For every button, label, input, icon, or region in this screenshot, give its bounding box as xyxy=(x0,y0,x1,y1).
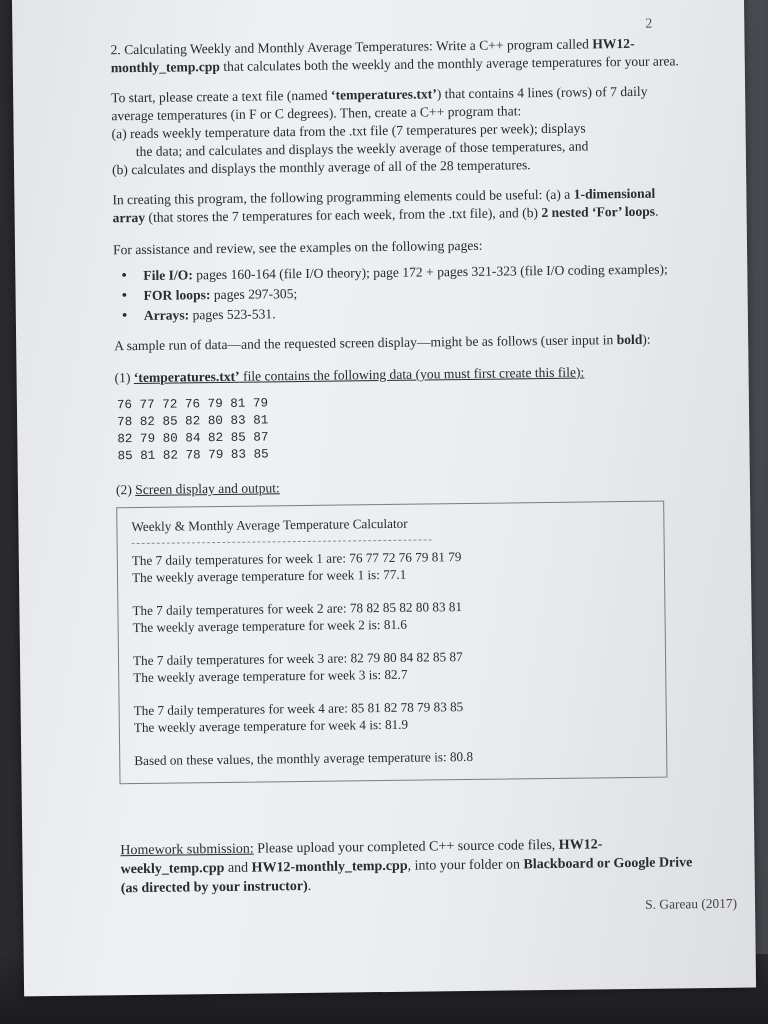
step-1-filename: ‘temperatures.txt’ xyxy=(133,368,240,386)
dashed-separator xyxy=(132,539,432,544)
submission-note xyxy=(120,834,701,898)
submission-text-3: , into your folder on xyxy=(407,857,524,874)
week-block xyxy=(133,646,653,686)
week-average: The weekly average temperature for week 2 is: 81.6 xyxy=(132,616,407,636)
section-title-suffix: that calculates both the weekly and the monthly average temperatures for your area. xyxy=(223,53,679,74)
section-title-prefix: 2. Calculating Weekly and Monthly Average Temperatures: Write a C++ program called xyxy=(110,36,589,58)
elements-text-1: In creating this program, the following programming elements could be useful: (a) a xyxy=(112,186,574,208)
assist-list xyxy=(113,260,684,325)
intro-text-2: ) that contains 4 lines (rows) of 7 daily average temperatures (in F or C degrees). Then, create a C++ program that: xyxy=(111,83,648,124)
step-1-number: (1) xyxy=(114,370,134,386)
assist-intro: For assistance and review, see the examples on the following pages: xyxy=(112,237,483,258)
data-row: 76 77 72 76 79 81 79 xyxy=(116,396,269,413)
submission-label: Homework submission: xyxy=(120,841,254,859)
list-item-label: File I/O: xyxy=(143,267,193,283)
elements-paragraph xyxy=(112,184,682,227)
week-block xyxy=(134,696,654,736)
sample-intro xyxy=(114,330,684,355)
data-row: 82 79 80 84 82 85 87 xyxy=(117,430,269,447)
step-1-heading xyxy=(114,362,684,387)
list-item-text: pages 523-531. xyxy=(189,306,276,323)
step-2-text: Screen display and output: xyxy=(135,480,280,498)
sample-intro-bold: bold xyxy=(616,331,643,348)
week-block xyxy=(132,546,652,586)
author-credit: S. Gareau (2017) xyxy=(645,895,738,912)
list-item-label: Arrays: xyxy=(143,307,190,323)
week-temps: The 7 daily temperatures for week 3 are: 82 79 80 84 82 85 87 xyxy=(132,649,463,669)
elements-text-3: . xyxy=(654,203,659,219)
data-row: 85 81 82 78 79 83 85 xyxy=(117,447,269,464)
section-title xyxy=(110,34,680,77)
intro-text-1: To start, please create a text file (named xyxy=(111,87,332,106)
elements-bold-2: 2 nested ‘For’ loops xyxy=(541,203,656,221)
week-temps: The 7 daily temperatures for week 1 are: 76 77 72 76 79 81 79 xyxy=(131,549,462,569)
page-number: 2 xyxy=(645,16,653,32)
list-item-label: FOR loops: xyxy=(143,287,211,303)
temperature-data xyxy=(117,390,686,465)
data-row: 78 82 85 82 80 83 81 xyxy=(117,413,269,430)
step-2-number: (2) xyxy=(115,482,136,498)
step-2-heading xyxy=(116,474,686,499)
intro-item-a-cont: the data; and calculates and displays the weekly average of those temperatures, and xyxy=(135,138,589,160)
monthly-average: Based on these values, the monthly average temperature is: 80.8 xyxy=(134,748,474,769)
week-average: The weekly average temperature for week 3 is: 82.7 xyxy=(133,666,408,686)
submission-file-2: HW12-monthly_temp.cpp xyxy=(251,858,408,876)
submission-text-2: and xyxy=(224,860,252,876)
intro-item-b: (b) calculates and displays the monthly average of all of the 28 temperatures. xyxy=(111,157,531,178)
section-filename: HW12-monthly_temp.cpp xyxy=(110,35,635,76)
submission-file-1: HW12-weekly_temp.cpp xyxy=(120,837,603,878)
step-1-text: file contains the following data (you must first create this file): xyxy=(239,364,585,384)
screen-title: Weekly & Monthly Average Temperature Calculator xyxy=(131,515,408,535)
elements-bold-1: 1-dimensional array xyxy=(112,185,656,226)
elements-text-2: (that stores the 7 temperatures for each week, from the .txt file), and (b) xyxy=(145,205,542,225)
document-page xyxy=(12,0,756,996)
submission-text-4: . xyxy=(307,878,312,894)
week-temps: The 7 daily temperatures for week 4 are: 85 81 82 78 79 83 85 xyxy=(133,699,464,719)
intro-item-a: (a) reads weekly temperature data from the .txt file (7 temperatures per week); displays xyxy=(111,120,586,142)
list-item-text: pages 297-305; xyxy=(210,286,298,303)
intro-filename: ‘temperatures.txt’ xyxy=(330,86,437,103)
page-content xyxy=(110,34,689,784)
list-item-text: pages 160-164 (file I/O theory); page 172 + pages 321-323 (file I/O coding examples); xyxy=(192,261,668,283)
step-1-underlined xyxy=(134,365,585,386)
week-block xyxy=(132,596,652,636)
submission-destination: Blackboard or Google Drive (as directed by your instructor) xyxy=(120,855,693,897)
sample-intro-close: ): xyxy=(642,331,651,347)
submission-text-1: Please upload your completed C++ source code files, xyxy=(253,837,559,857)
sample-intro-text: A sample run of data—and the requested screen display—might be as follows (user input in xyxy=(114,332,617,354)
week-average: The weekly average temperature for week 4 is: 81.9 xyxy=(133,716,409,736)
week-temps: The 7 daily temperatures for week 2 are: 78 82 85 82 80 83 81 xyxy=(132,599,463,619)
week-average: The weekly average temperature for week 1 is: 77.1 xyxy=(131,566,407,586)
screen-output-box xyxy=(116,501,667,785)
